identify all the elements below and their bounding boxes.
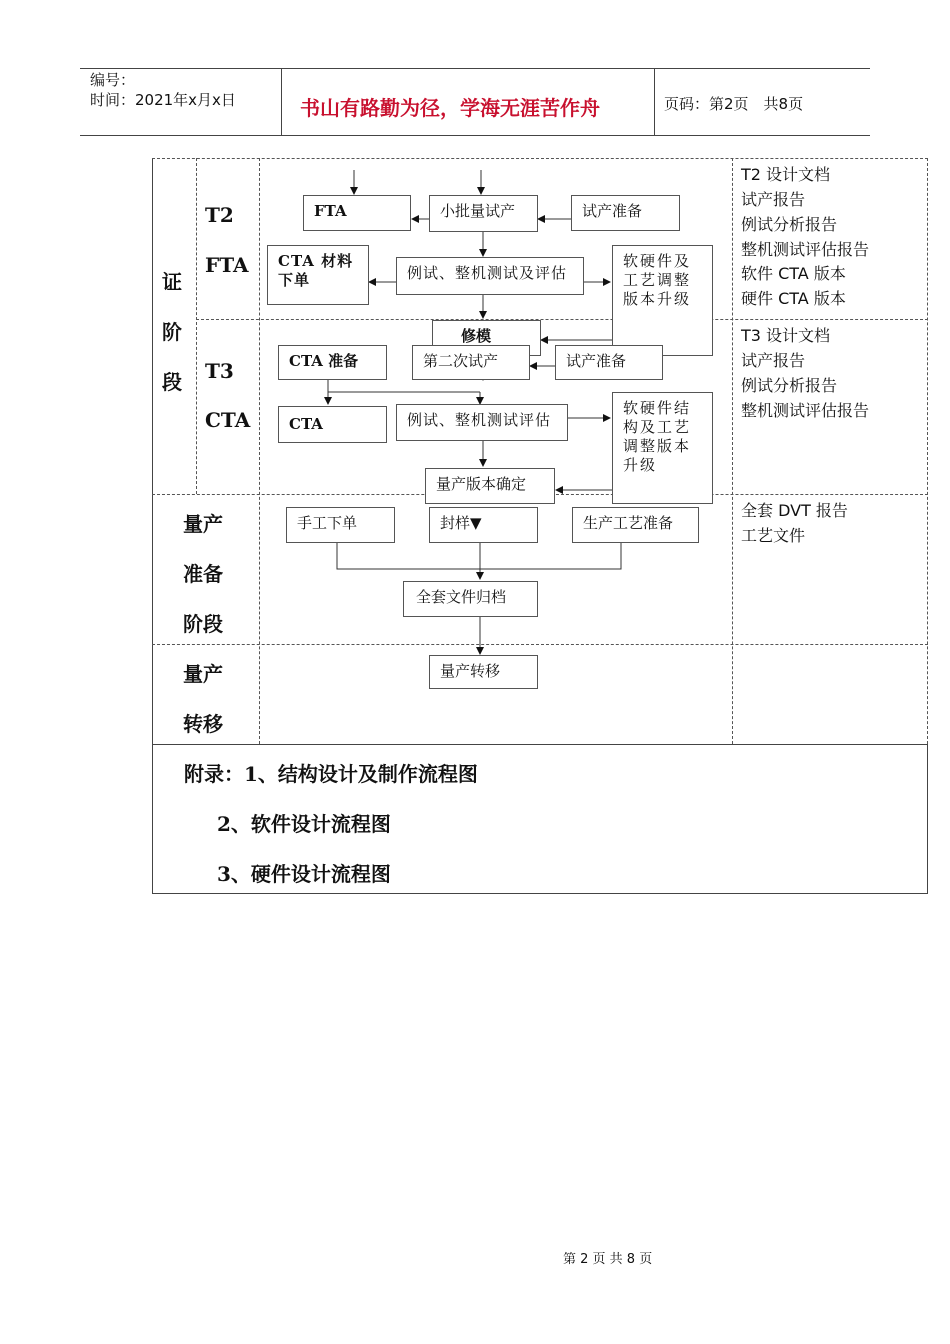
doc-item: 硬件 CTA 版本 xyxy=(741,289,846,308)
doc-item: T2 设计文档 xyxy=(741,165,831,184)
process-prep-box: 生产工艺准备 xyxy=(572,507,699,543)
fta-stage-label: FTA xyxy=(205,253,249,277)
second-trial-box: 第二次试产 xyxy=(412,345,530,380)
verify-stage-char-1: 证 xyxy=(162,270,182,294)
page-footer: 第 2 页 共 8 页 xyxy=(563,1252,653,1267)
cta-prep-box: CTA 准备 xyxy=(278,345,387,380)
repair-mold-box: 修模 xyxy=(432,320,541,356)
trial-prep-box-1: 试产准备 xyxy=(571,195,680,231)
doc-item: 全套 DVT 报告 xyxy=(741,501,848,520)
verify-stage-char-3: 段 xyxy=(162,370,182,394)
appendix-line-2: 2、软件设计流程图 xyxy=(217,812,391,836)
header-motto: 书山有路勤为径，学海无涯苦作舟 xyxy=(300,96,600,120)
cta-material-order-box: CTA 材料下单 xyxy=(267,245,369,305)
mass-prep-label-2: 准备 xyxy=(183,562,223,586)
mass-transfer-label-1: 量产 xyxy=(183,662,223,686)
sw-hw-struct-adjust-box: 软硬件结构及工艺调整版本升级 xyxy=(612,392,713,504)
test-eval-box-1: 例试、整机测试及评估 xyxy=(396,257,584,295)
doc-item: 试产报告 xyxy=(741,351,806,370)
doc-item: 试产报告 xyxy=(741,190,806,209)
doc-item: 例试分析报告 xyxy=(741,215,838,234)
archive-box: 全套文件归档 xyxy=(403,581,538,617)
t3-stage-label: T3 xyxy=(205,359,234,383)
mass-transfer-box: 量产转移 xyxy=(429,655,538,689)
cta-stage-label: CTA xyxy=(205,408,251,432)
fta-box: FTA xyxy=(303,195,411,231)
t2-stage-label: T2 xyxy=(205,203,234,227)
mass-transfer-label-2: 转移 xyxy=(183,712,223,736)
test-eval-box-2: 例试、整机测试评估 xyxy=(396,404,568,441)
mass-version-box: 量产版本确定 xyxy=(425,468,555,504)
doc-item: 例试分析报告 xyxy=(741,376,838,395)
doc-item: 整机测试评估报告 xyxy=(741,401,870,420)
cta-box: CTA xyxy=(278,406,387,443)
appendix-line-1: 附录：1、结构设计及制作流程图 xyxy=(184,762,478,786)
sw-hw-adjust-box: 软硬件及工艺调整版本升级 xyxy=(612,245,713,356)
doc-code-label: 编号： xyxy=(90,71,136,89)
appendix-line-3: 3、硬件设计流程图 xyxy=(217,862,391,886)
page-indicator: 页码：第2页 共8页 xyxy=(664,95,804,113)
doc-item: T3 设计文档 xyxy=(741,326,831,345)
doc-item: 整机测试评估报告 xyxy=(741,240,870,259)
doc-item: 工艺文件 xyxy=(741,526,806,545)
trial-prep-box-2: 试产准备 xyxy=(555,345,663,380)
small-batch-trial-box: 小批量试产 xyxy=(429,195,538,232)
mass-prep-label-1: 量产 xyxy=(183,512,223,536)
mass-prep-label-3: 阶段 xyxy=(183,612,223,636)
seal-sample-box: 封样▼ xyxy=(429,507,538,543)
doc-item: 软件 CTA 版本 xyxy=(741,264,846,283)
verify-stage-char-2: 阶 xyxy=(162,320,182,344)
doc-date-label: 时间：2021年x月x日 xyxy=(90,91,236,109)
manual-order-box: 手工下单 xyxy=(286,507,395,543)
